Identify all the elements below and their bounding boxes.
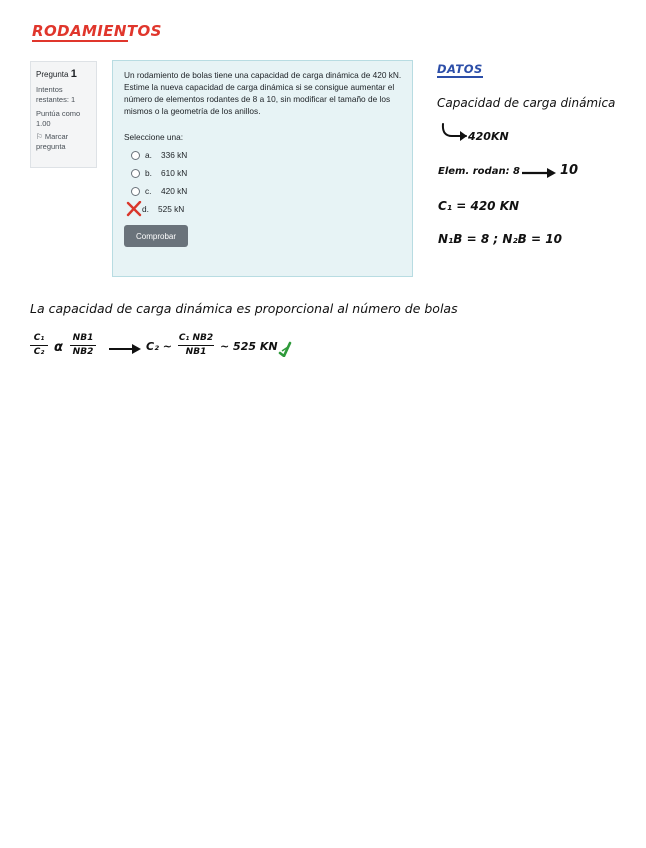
submit-button[interactable]: Comprobar — [124, 225, 188, 247]
solution-formula — [30, 332, 330, 372]
title-underline — [32, 40, 128, 42]
flag-question-link[interactable] — [36, 132, 91, 152]
arrow-right-icon — [521, 168, 557, 178]
radio-b[interactable] — [131, 169, 140, 178]
page-title: RODAMIENTOS — [32, 22, 162, 40]
question-panel — [112, 60, 413, 277]
fraction-numerator: C₁ NB2 — [178, 334, 214, 346]
cross-mark-icon — [126, 201, 142, 217]
option-c[interactable] — [124, 182, 401, 200]
fraction-nb1-nb2 — [70, 334, 96, 357]
option-letter: d. — [142, 204, 149, 215]
fraction-c1-c2 — [30, 334, 48, 357]
option-d[interactable] — [124, 200, 401, 218]
question-number: 1 — [70, 68, 77, 80]
option-value: 336 kN — [161, 150, 188, 161]
option-a[interactable] — [124, 146, 401, 164]
datos-underline — [437, 76, 483, 78]
arrow-right-icon — [108, 344, 142, 354]
radio-c[interactable] — [131, 187, 140, 196]
attempts-remaining: Intentos restantes: 1 — [36, 85, 76, 105]
fraction-denominator: NB2 — [72, 347, 94, 357]
proportional-symbol: α — [54, 340, 63, 355]
hook-arrow-icon — [440, 122, 470, 144]
flag-icon: ⚐ — [36, 132, 43, 142]
option-value: 610 kN — [161, 168, 188, 179]
question-header — [36, 67, 91, 81]
data-line-c1: C₁ = 420 KN — [438, 199, 520, 213]
question-text: Un rodamiento de bolas tiene una capacidad de carga dinámica de 420 kN. Estime la nueva capacidad de carga dinámica si se consigue aumentar el número de elementos rodantes de 8 a 10, sin modificar el tamaño de los mismos o la geometría de los anillos. — [124, 70, 402, 117]
solution-statement: La capacidad de carga dinámica es proporcional al número de bolas — [30, 301, 458, 316]
option-letter: a. — [145, 150, 152, 161]
data-line-capacity: Capacidad de carga dinámica — [437, 96, 616, 110]
datos-title: DATOS — [437, 62, 483, 76]
radio-a[interactable] — [131, 151, 140, 160]
data-line-elements: Elem. rodan: 8 — [438, 166, 521, 177]
option-value: 420 kN — [161, 186, 188, 197]
question-info — [30, 61, 97, 168]
question-label: Pregunta — [36, 70, 69, 79]
c2-label: C₂ ~ — [146, 340, 172, 353]
fraction-denominator: NB1 — [185, 347, 207, 357]
select-prompt: Seleccione una: — [124, 132, 184, 143]
fraction-numerator: C₁ — [30, 334, 48, 346]
fraction-numerator: NB1 — [70, 334, 96, 346]
option-letter: b. — [145, 168, 152, 179]
data-line-capacity-value: 420KN — [468, 130, 509, 143]
fraction-c1nb2-nb1 — [178, 334, 214, 357]
fraction-denominator: C₂ — [33, 347, 45, 357]
data-line-nb: N₁B = 8 ; N₂B = 10 — [438, 232, 562, 246]
check-mark-icon — [278, 341, 292, 357]
option-letter: c. — [145, 186, 152, 197]
flag-label: Marcar pregunta — [36, 132, 69, 152]
data-line-elements-new: 10 — [560, 163, 579, 178]
option-b[interactable] — [124, 164, 401, 182]
result-value: ~ 525 KN — [220, 340, 278, 353]
score-value: Puntúa como 1.00 — [36, 108, 81, 128]
option-value: 525 kN — [158, 204, 185, 215]
